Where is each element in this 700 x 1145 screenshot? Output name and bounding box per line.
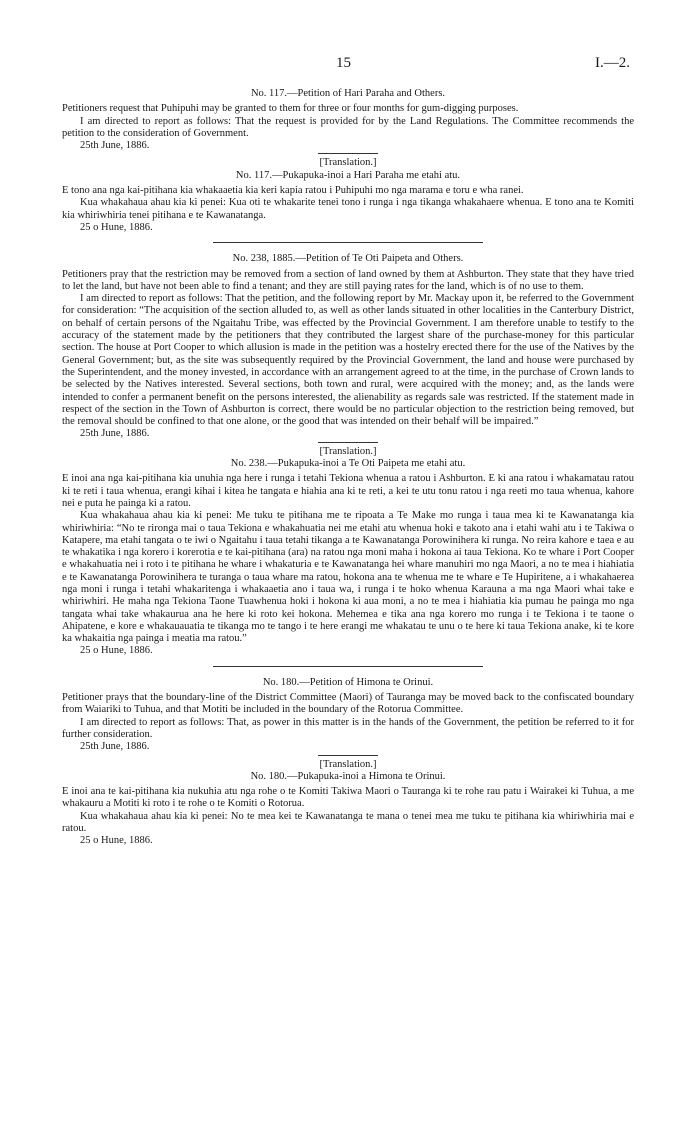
- maori-committee-report: Kua whakahaua ahau kia ki penei: Kua oti te whakarite tenei tono i runga i nga tikanga whakahaere whenua. E tono ana te Komiti kia whiriwhiria tenei pitihana e te Kawanatanga.: [62, 197, 634, 221]
- translation-label: [Translation.]: [319, 445, 377, 457]
- short-divider: [318, 442, 378, 443]
- report-date: 25th June, 1886.: [80, 428, 150, 440]
- maori-petition-title: No. 117.—Pukapuka-inoi a Hari Paraha me etahi atu.: [235, 169, 461, 181]
- short-divider: [318, 755, 378, 756]
- maori-petition-summary: E inoi ana nga kai-pitihana kia unuhia nga here i runga i tetahi Tekiona whenua a ratou i Ashburton. E ki ana ratou i whakamatau ratou ki te reti i taua whenua, erangi kihai i kitea he tangata e hiahia ana ki te reti, a kei te utu tonu ratou i nga reeti mo taua whenua, kahore nei e puta he painga ki a ratou.: [62, 473, 634, 509]
- petition-summary: Petitioners pray that the restriction may be removed from a section of land owned by them at Ashburton. They state that they have tried to let the land, but have not been able to find a tenant; and they are still paying rates for the land, which is of no use to them.: [62, 268, 634, 292]
- committee-report: I am directed to report as follows: That the request is provided for by the Land Regulations. The Committee recommends the petition to the consideration of Government.: [62, 115, 634, 139]
- maori-committee-report: Kua whakahaua ahau kia ki penei: No te mea kei te Kawanatanga te mana o tenei mea me tuku te pitihana kia whiriwhiria mai e ratou.: [62, 810, 634, 835]
- short-divider: [318, 153, 378, 154]
- maori-petition-title: No. 238.—Pukapuka-inoi a Te Oti Paipeta me etahi atu.: [230, 458, 466, 470]
- maori-report-date: 25 o Hune, 1886.: [80, 835, 153, 847]
- committee-report: I am directed to report as follows: That, as power in this matter is in the hands of the Government, the petition be referred to it for further consideration.: [62, 716, 634, 740]
- petition-title: No. 180.—Petition of Himona te Orinui.: [262, 676, 434, 688]
- petition-summary: Petitioners request that Puhipuhi may be granted to them for three or four months for gum-digging purposes.: [62, 103, 519, 115]
- maori-petition-summary: E inoi ana te kai-pitihana kia nukuhia atu nga rohe o te Komiti Takiwa Maori o Tauranga ki te rohe rau patu i Wairakei ki Tuhua, a me whakauru a Motiti ki roto i te rohe o te Komiti o Rotorua.: [62, 786, 634, 810]
- petition-title: No. 117.—Petition of Hari Paraha and Others.: [250, 88, 446, 99]
- document-reference: I.—2.: [595, 55, 630, 71]
- maori-petition-summary: E tono ana nga kai-pitihana kia whakaaetia kia keri kapia ratou i Puhipuhi mo nga marama e toru e wha ranei.: [62, 185, 524, 197]
- maori-report-date: 25 o Hune, 1886.: [80, 645, 153, 657]
- maori-committee-report: Kua whakahaua ahau kia ki penei: Me tuku te pitihana me te ripoata a Te Make mo runga i taua mea ki te Kawanatanga kia whiriwhiria: “No te rironga mai o taua Tekiona e whakahuatia nei me etahi atu whenua hoki e takoto ana i etahi wahi atu i te Takiwa o Katapere, ma etahi tangata o te iwi o Ngaitahu i taua tetahi tikanga a te Kawanatanga Porowinihera ki runga. No reira kahore e taea e au te whakatika i nga korero i korerotia e te kai-pitihana (ara) na ratou nga moni maha i hokona ai taua Tekiona. Ko te whare i Port Cooper e whakahuatia nei i roto i te pitihana he whare i whakaturia e te Kawanatanga hei whare manuhiri mo nga Maori, a no te mea i hiahiatia e te Kawanatanga Porowinihera te turanga o taua whare ma ratou, hokona ana te whenua me te whare e Te Hupiritene, a i whakahaerea nga moni i runga i tetahi whakaritenga i whakaaetia ano i taua wa, i runga i te hoko whenua Karauna a ma nga Maori whai take e whiriwhiri. He maha nga Tekiona Taone Tuawhenua hoki i hokona ki aua moni, a no te mea i hiahiatia kia pumau he painga mo nga tangata whai take whakaurua ana he here ki roto kei hokona. Mehemea e tika ana nga korero mo runga i te Tekiona i te taone o Ahipatene, e kore e whakauauatia te tikanga mo te tango i te here erangi me whakatau te unu o te here ki taua Tekiona anake, ki te kore ka whakaitia nga painga i meatia ma ratou.”: [62, 510, 634, 645]
- section-divider: [213, 666, 483, 667]
- report-date: 25th June, 1886.: [80, 140, 150, 152]
- document-body: [62, 88, 634, 848]
- section-divider: [213, 242, 483, 243]
- petition-section: [62, 253, 634, 658]
- petition-section: [62, 677, 634, 848]
- maori-petition-title: No. 180.—Pukapuka-inoi a Himona te Orinui.: [250, 770, 446, 782]
- translation-label: [Translation.]: [319, 157, 377, 169]
- translation-label: [Translation.]: [319, 758, 377, 770]
- committee-report: I am directed to report as follows: That the petition, and the following report by Mr. Mackay upon it, be referred to the Government for consideration: “The acquisition of the section alluded to, as well as other lands situated in other localities in the Canterbury District, on behalf of certain persons of the Ngaitahu Tribe, was effected by the Provincial Government. I am therefore unable to testify to the accuracy of the statement made by the petitioners that they contributed the largest share of the purchase-money for this particular section. The house at Port Cooper to which allusion is made in the petition was a hostelry erected there for the use of the Natives by the General Government; but, as the site was subsequently required by the Provincial Government, the land and house were purchased by the Superintendent, and the money invested, in accordance with an arrangement agreed to at the time, in the purchase of Crown lands to be selected by the Natives interested. Several sections, both town and rural, were acquired with the money; and, as the lands were intended to confer a permanent benefit on the persons interested, the alienability as regards sale was restricted. If the statement made in respect of the section in the Town of Ashburton is correct, there would be no particular objection to the restriction being removed, but the removal should be confined to that one alone, or the good that was intended on their behalf will be impaired.”: [62, 293, 634, 428]
- petition-summary: Petitioner prays that the boundary-line of the District Committee (Maori) of Tauranga may be moved back to the confiscated boundary from Waiariki to Tuhua, and that Motiti be included in the boundary of the Rotorua Committee.: [62, 692, 634, 716]
- maori-report-date: 25 o Hune, 1886.: [80, 221, 153, 233]
- report-date: 25th June, 1886.: [80, 741, 150, 753]
- petition-section: [62, 88, 634, 234]
- petition-title: No. 238, 1885.—Petition of Te Oti Paipeta and Others.: [232, 253, 464, 265]
- page-number: 15: [336, 55, 351, 71]
